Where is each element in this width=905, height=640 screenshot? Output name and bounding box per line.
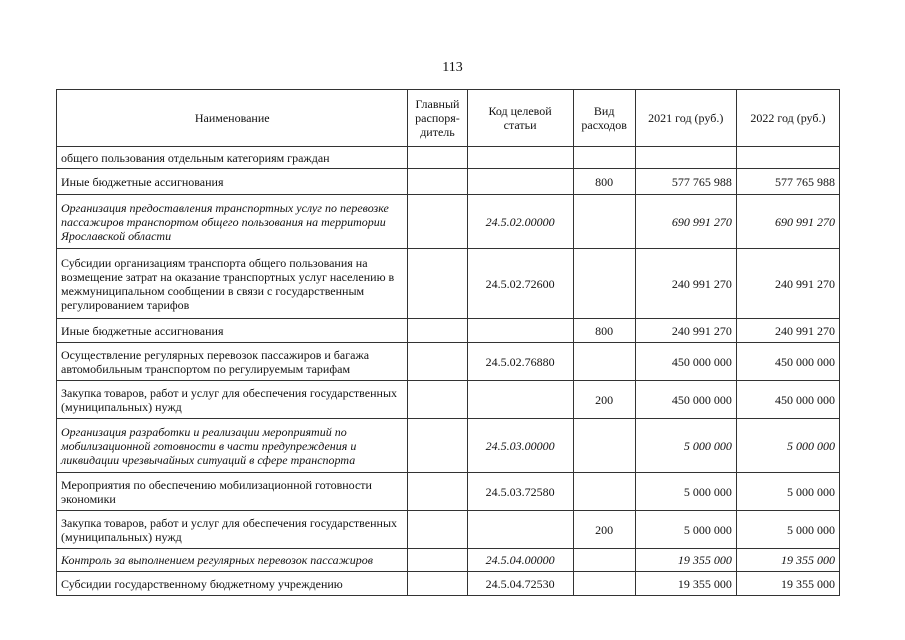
cell-2022: 577 765 988: [736, 169, 839, 195]
cell-type: 800: [573, 169, 635, 195]
header-type: Вид расходов: [573, 90, 635, 147]
cell-name: Иные бюджетные ассигнования: [57, 169, 408, 195]
cell-type: [573, 572, 635, 596]
cell-type: [573, 549, 635, 572]
cell-type: 200: [573, 511, 635, 549]
header-2022: 2022 год (руб.): [736, 90, 839, 147]
cell-type: 200: [573, 381, 635, 419]
cell-2021: 240 991 270: [635, 319, 736, 343]
cell-name: общего пользования отдельным категориям граждан: [57, 147, 408, 169]
cell-name: Организация разработки и реализации мероприятий по мобилизационной готовности в части предупреждения и ликвидации чрезвычайных ситуаций в сфере транспорта: [57, 419, 408, 473]
table-row: [57, 572, 840, 596]
cell-code: 24.5.02.00000: [467, 195, 573, 249]
cell-code: 24.5.03.00000: [467, 419, 573, 473]
cell-2022: 450 000 000: [736, 381, 839, 419]
cell-name: Субсидии государственному бюджетному учреждению: [57, 572, 408, 596]
cell-manager: [408, 249, 467, 319]
table-row: [57, 511, 840, 549]
table-row: [57, 343, 840, 381]
cell-code: [467, 319, 573, 343]
cell-2022: 5 000 000: [736, 473, 839, 511]
table-row: [57, 147, 840, 169]
cell-code: [467, 511, 573, 549]
budget-table: [56, 89, 840, 596]
cell-manager: [408, 419, 467, 473]
table-row: [57, 381, 840, 419]
cell-type: [573, 195, 635, 249]
table-row: [57, 419, 840, 473]
header-name: Наименование: [57, 90, 408, 147]
table-row: [57, 169, 840, 195]
cell-2021: 450 000 000: [635, 343, 736, 381]
cell-2021: 240 991 270: [635, 249, 736, 319]
cell-name: Контроль за выполнением регулярных перевозок пассажиров: [57, 549, 408, 572]
cell-manager: [408, 549, 467, 572]
cell-manager: [408, 511, 467, 549]
cell-code: 24.5.04.00000: [467, 549, 573, 572]
cell-2022: 450 000 000: [736, 343, 839, 381]
table-row: [57, 195, 840, 249]
table-row: [57, 319, 840, 343]
cell-code: [467, 147, 573, 169]
cell-name: Иные бюджетные ассигнования: [57, 319, 408, 343]
cell-manager: [408, 473, 467, 511]
cell-manager: [408, 147, 467, 169]
cell-2021: 19 355 000: [635, 572, 736, 596]
cell-manager: [408, 319, 467, 343]
header-code: Код целевой статьи: [467, 90, 573, 147]
cell-name: Осуществление регулярных перевозок пассажиров и багажа автомобильным транспортом по регулируемым тарифам: [57, 343, 408, 381]
cell-type: 800: [573, 319, 635, 343]
header-2021: 2021 год (руб.): [635, 90, 736, 147]
cell-name: Организация предоставления транспортных услуг по перевозке пассажиров транспортом общего пользования на территории Ярославской области: [57, 195, 408, 249]
cell-name: Закупка товаров, работ и услуг для обеспечения государственных (муниципальных) нужд: [57, 381, 408, 419]
cell-2022: [736, 147, 839, 169]
table-row: [57, 473, 840, 511]
cell-2021: 5 000 000: [635, 473, 736, 511]
cell-2022: 240 991 270: [736, 249, 839, 319]
cell-manager: [408, 572, 467, 596]
cell-2022: 19 355 000: [736, 572, 839, 596]
cell-code: 24.5.04.72530: [467, 572, 573, 596]
cell-type: [573, 419, 635, 473]
cell-2021: 5 000 000: [635, 419, 736, 473]
cell-code: 24.5.03.72580: [467, 473, 573, 511]
cell-2021: 690 991 270: [635, 195, 736, 249]
cell-code: 24.5.02.72600: [467, 249, 573, 319]
cell-2021: 19 355 000: [635, 549, 736, 572]
cell-name: Мероприятия по обеспечению мобилизационной готовности экономики: [57, 473, 408, 511]
cell-2022: 5 000 000: [736, 511, 839, 549]
cell-manager: [408, 169, 467, 195]
cell-code: [467, 169, 573, 195]
cell-manager: [408, 195, 467, 249]
table-row: [57, 249, 840, 319]
table-row: [57, 549, 840, 572]
cell-name: Субсидии организациям транспорта общего пользования на возмещение затрат на оказание транспортных услуг населению в межмуниципальном сообщении в связи с государственным регулированием тарифов: [57, 249, 408, 319]
cell-2021: 450 000 000: [635, 381, 736, 419]
cell-manager: [408, 381, 467, 419]
page-number: 113: [442, 60, 463, 75]
cell-type: [573, 473, 635, 511]
cell-2022: 690 991 270: [736, 195, 839, 249]
table-header-row: [57, 90, 840, 147]
cell-manager: [408, 343, 467, 381]
cell-2021: 577 765 988: [635, 169, 736, 195]
cell-type: [573, 249, 635, 319]
cell-2021: 5 000 000: [635, 511, 736, 549]
cell-name: Закупка товаров, работ и услуг для обеспечения государственных (муниципальных) нужд: [57, 511, 408, 549]
header-manager: Главный распоря-дитель: [408, 90, 467, 147]
cell-type: [573, 147, 635, 169]
cell-2022: 240 991 270: [736, 319, 839, 343]
cell-2021: [635, 147, 736, 169]
cell-2022: 19 355 000: [736, 549, 839, 572]
cell-code: [467, 381, 573, 419]
cell-code: 24.5.02.76880: [467, 343, 573, 381]
cell-2022: 5 000 000: [736, 419, 839, 473]
cell-type: [573, 343, 635, 381]
